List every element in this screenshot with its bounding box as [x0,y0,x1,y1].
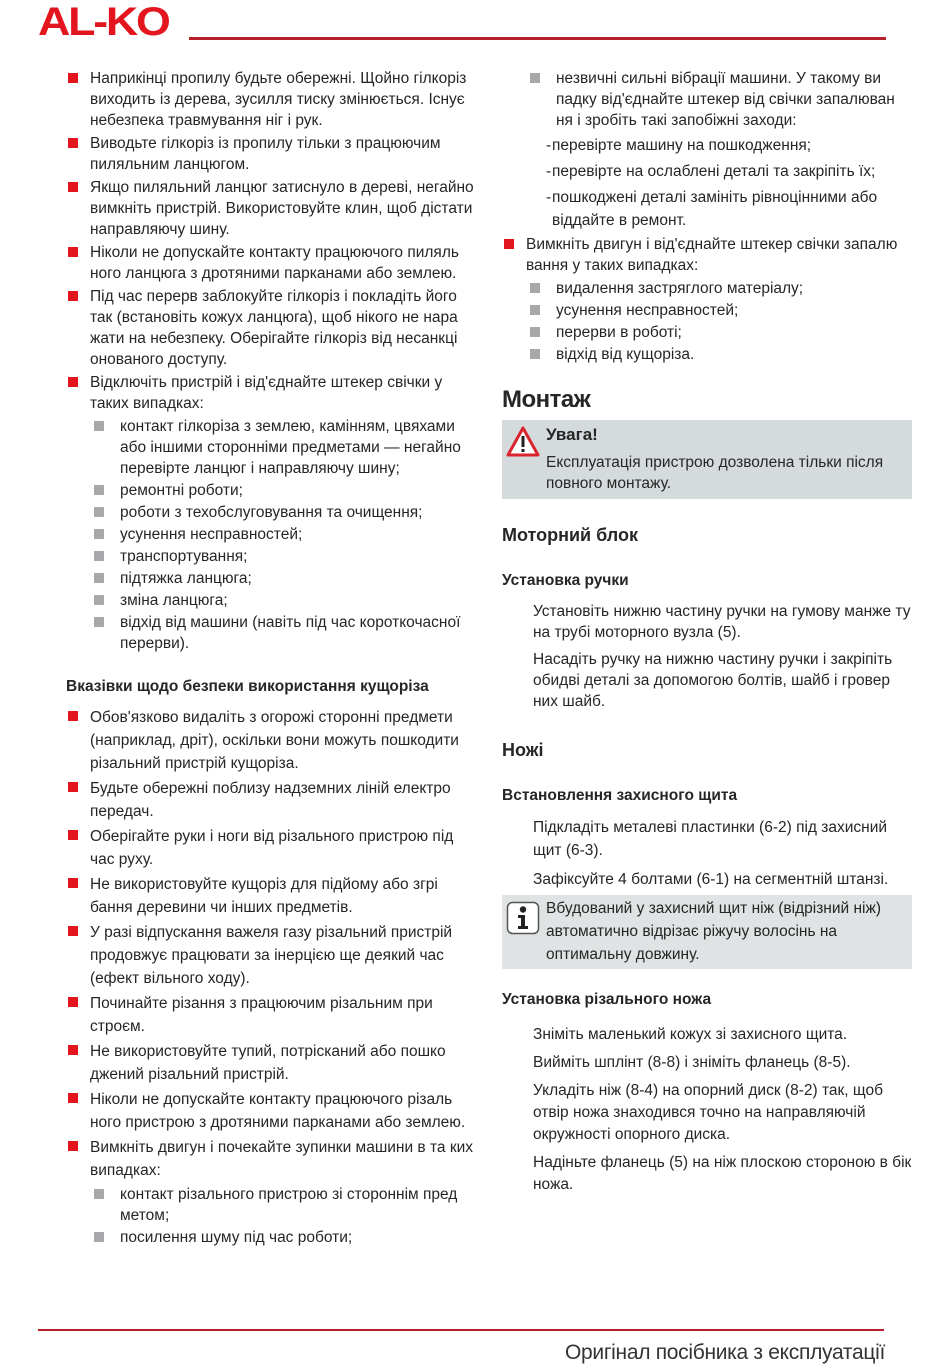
info-icon [506,901,540,942]
list-item: перерви в роботі; [526,322,912,343]
footer-caption: Оригінал посібника з експлуатації [564,1341,885,1364]
list-item: зміна ланцюга; [90,590,476,611]
blade-install-heading: Установка різального ножа [502,991,712,1008]
grey-square-bullet-icon [530,327,540,337]
list-item: У разі відпускання важеля газу різальний пристрій продовжує працювати за інерцією ще деякий час (ефект вільного ходу). [66,921,476,990]
left-column [66,68,476,1250]
red-square-bullet-icon [68,1045,78,1055]
grey-square-bullet-icon [94,1189,104,1199]
list-item: Вимкніть двигун і почекайте зупинки машини в та ких випадках: контакт різального пристрою зі стороннім пред метом; посилення шуму під час роботи; [66,1136,476,1248]
grey-square-bullet-icon [94,573,104,583]
list-item: Ніколи не допускайте контакту працюючого пиляль ного ланцюга з дротяними парканами або землею. [66,242,476,284]
shield-instructions [502,816,912,891]
red-square-bullet-icon [68,377,78,387]
list-item: Оберігайте руки і ноги від різального пристрою під час руху. [66,825,476,871]
list-item: Відключіть пристрій і від'єднайте штекер свічки у таких випадках: контакт гілкоріза з землею, камінням, цвяхами або іншими сторонніми предметами — негайно перевірте ланцюг і направляючу шину; ремонтні роботи; роботи з техобслуговування та очищення; усунення несправностей; транспортування; підтяжка ланцюга; зміна ланцюга; відхід від машини (навіть під час короткочасної перерви). [66,372,476,654]
grey-square-bullet-icon [94,529,104,539]
list-item: Ніколи не допускайте контакту працюючого різаль ного пристрою з дротяними парканами або землею. [66,1088,476,1134]
instruction-paragraph: Підкладіть металеві пластинки (6-2) під захисний щит (6-3). [533,819,888,859]
list-item: - перевірте машину на пошкодження; [502,134,912,157]
hedge-safety-heading: Вказівки щодо безпеки використання кущоріза [66,678,429,695]
engine-off-list [502,234,912,365]
page-header [0,0,950,50]
grey-square-bullet-icon [94,551,104,561]
info-box [502,895,912,969]
red-square-bullet-icon [68,997,78,1007]
list-item: Під час перерв заблокуйте гілкоріз і покладіть його так (встановіть кожух ланцюга), щоб нікого не нара жати на небезпеку. Оберігайте гілкоріз від несанкці онованого доступу. [66,286,476,370]
dash-bullet: - [546,137,552,154]
list-item: контакт різального пристрою зі стороннім пред метом; [90,1184,476,1226]
header-rule [189,37,886,40]
red-square-bullet-icon [504,239,514,249]
instruction-paragraph: Установіть нижню частину ручки на гумову манже ту на трубі моторного вузла (5). [533,603,911,641]
grey-square-bullet-icon [530,73,540,83]
list-item: Будьте обережні поблизу надземних ліній електро передач. [66,777,476,823]
motor-unit-heading: Моторний блок [502,525,638,545]
dash-bullet: - [546,189,552,206]
red-square-bullet-icon [68,1141,78,1151]
alko-logo: AL-KO [38,0,169,44]
red-square-bullet-icon [68,878,78,888]
warning-box [502,420,912,499]
grey-square-bullet-icon [94,421,104,431]
list-item: відхід від кущоріза. [526,344,912,365]
list-item: роботи з техобслуговування та очищення; [90,502,476,523]
list-item: видалення застряглого матеріалу; [526,278,912,299]
assembly-heading: Монтаж [502,386,591,413]
list-item: Вимкніть двигун і від'єднайте штекер свічки запалю вання у таких випадках: видалення застряглого матеріалу; усунення несправностей; перерви в роботі; відхід від кущоріза. [502,234,912,365]
footer-rule [38,1329,884,1331]
grey-square-bullet-icon [530,283,540,293]
shield-install-heading: Встановлення захисного щита [502,787,738,804]
list-item: усунення несправностей; [90,524,476,545]
list-item: Не використовуйте кущоріз для підйому або згрі бання деревини чи інших предметів. [66,873,476,919]
stop-cases-list [66,1184,476,1248]
list-item: відхід від машини (навіть під час короткочасної перерви). [90,612,476,654]
hedge-safety-list [66,706,476,1248]
red-square-bullet-icon [68,926,78,936]
handle-instructions [502,601,912,712]
instruction-paragraph: Зафіксуйте 4 болтами (6-1) на сегментній штанзі. [533,871,889,888]
blade-instructions [502,1024,912,1196]
red-square-bullet-icon [68,247,78,257]
list-item: транспортування; [90,546,476,567]
list-item: - перевірте на ослаблені деталі та закріпіть їх; [502,160,912,183]
list-item: посилення шуму під час роботи; [90,1227,476,1248]
instruction-paragraph: Насадіть ручку на нижню частину ручки і закріпіть обидві деталі за допомогою болтів, шайб і гровер них шайб. [533,651,893,710]
list-item: - пошкоджені деталі замініть рівноцінними або віддайте в ремонт. [502,186,912,232]
blades-heading: Ножі [502,740,544,760]
grey-square-bullet-icon [94,595,104,605]
instruction-paragraph: Укладіть ніж (8-4) на опорний диск (8-2) так, щоб отвір ножа знаходився точно на направляючій окружності опорного диска. [533,1082,883,1143]
list-item: Виводьте гілкоріз із пропилу тільки з працюючим пиляльним ланцюгом. [66,133,476,175]
grey-square-bullet-icon [530,349,540,359]
red-square-bullet-icon [68,182,78,192]
list-item: Починайте різання з працюючим різальним при строєм. [66,992,476,1038]
red-square-bullet-icon [68,711,78,721]
red-square-bullet-icon [68,782,78,792]
dash-bullet: - [546,163,552,180]
chainsaw-safety-list [66,68,476,654]
red-square-bullet-icon [68,291,78,301]
grey-square-bullet-icon [94,507,104,517]
disconnect-cases-list [66,416,476,654]
instruction-paragraph: Надіньте фланець (5) на ніж плоскою стороною в бік ножа. [533,1154,912,1193]
right-column [502,68,912,1202]
grey-square-bullet-icon [94,1232,104,1242]
red-square-bullet-icon [68,73,78,83]
grey-square-bullet-icon [530,305,540,315]
handle-install-heading: Установка ручки [502,572,629,589]
list-item: Якщо пиляльний ланцюг затиснуло в дереві, негайно вимкніть пристрій. Використовуйте клин, щоб дістати направляючу шину. [66,177,476,240]
precaution-dash-list [502,134,912,232]
warning-triangle-icon [506,426,540,464]
list-item: незвичні сильні вібрації машини. У такому ви падку від'єднайте штекер від свічки запалюван ня і зробіть такі запобіжні заходи: [526,68,912,131]
engine-off-cases-list [502,278,912,365]
list-item: Наприкінці пропилу будьте обережні. Щойно гілкоріз виходить із дерева, зусилля тиску змінюється. Існує небезпека травмування ніг і рук. [66,68,476,131]
instruction-paragraph: Зніміть маленький кожух зі захисного щита. [533,1026,848,1043]
list-item: Обов'язково видаліть з огорожі сторонні предмети (наприклад, дріт), оскільки вони можуть пошкодити різальний пристрій кущоріза. [66,706,476,775]
list-item: підтяжка ланцюга; [90,568,476,589]
list-item: Не використовуйте тупий, потрісканий або пошко джений різальний пристрій. [66,1040,476,1086]
red-square-bullet-icon [68,830,78,840]
red-square-bullet-icon [68,1093,78,1103]
vibration-list [526,68,912,131]
warning-text: Експлуатація пристрою дозволена тільки після повного монтажу. [546,454,884,492]
instruction-paragraph: Вийміть шплінт (8-8) і зніміть фланець (8-5). [533,1054,851,1071]
list-item: усунення несправностей; [526,300,912,321]
grey-square-bullet-icon [94,617,104,627]
warning-title: Увага! [546,425,598,444]
red-square-bullet-icon [68,138,78,148]
list-item: контакт гілкоріза з землею, камінням, цвяхами або іншими сторонніми предметами — негайно перевірте ланцюг і направляючу шину; [90,416,476,479]
info-text: Вбудований у захисний щит ніж (відрізний ніж) автоматично відрізає ріжучу волосінь на оптимальну довжину. [546,900,882,963]
list-item: ремонтні роботи; [90,480,476,501]
grey-square-bullet-icon [94,485,104,495]
